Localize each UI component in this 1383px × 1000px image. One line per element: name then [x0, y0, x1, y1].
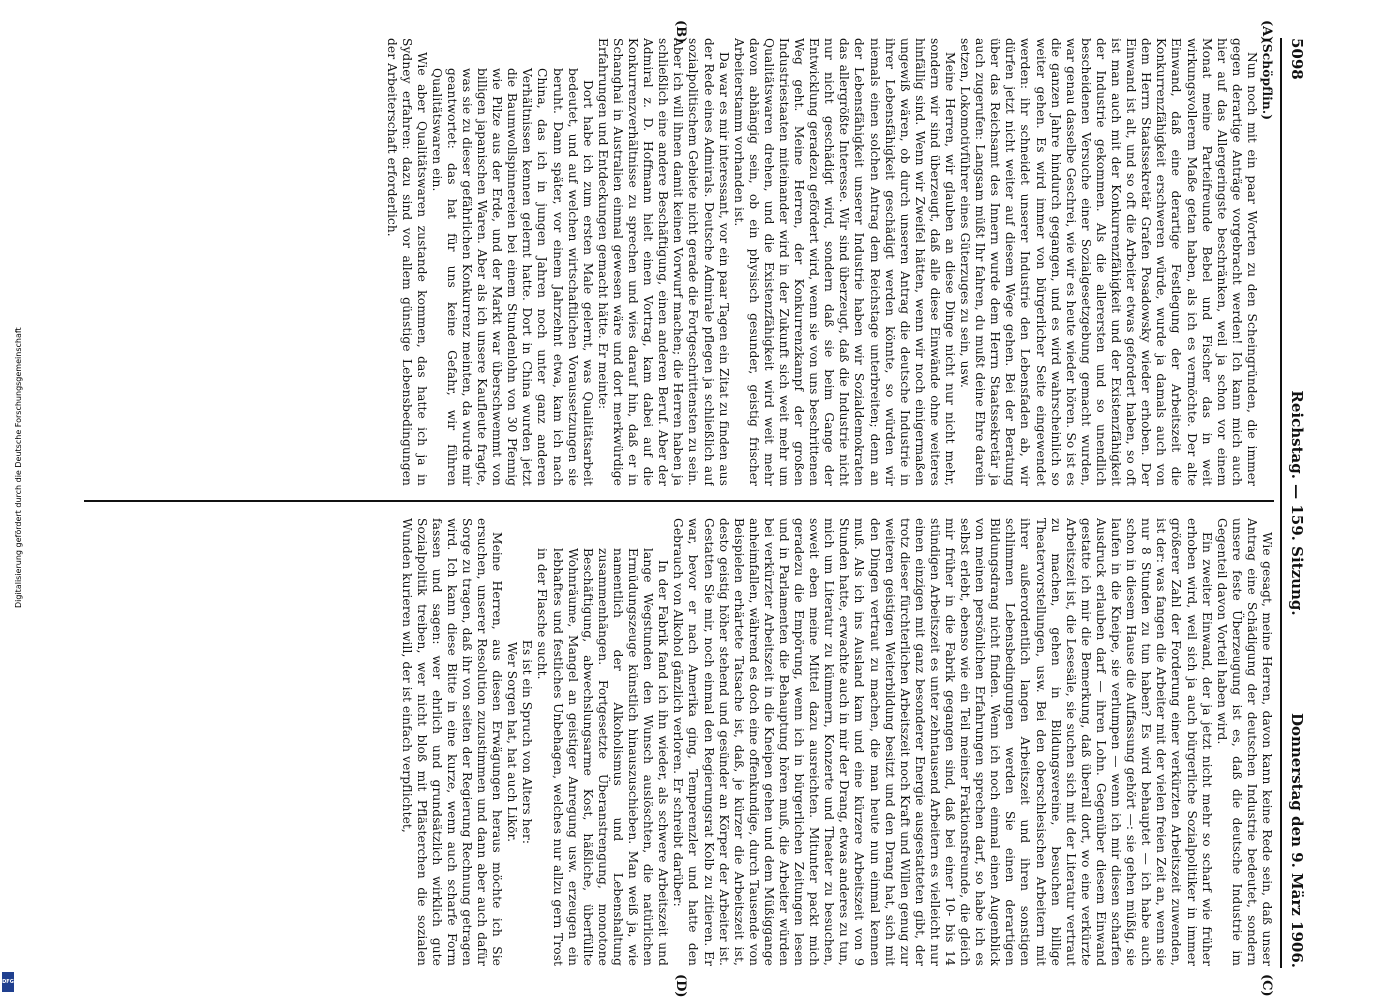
- margin-marker-c: (C): [1259, 974, 1274, 997]
- margin-marker-d: (D): [673, 974, 688, 998]
- rotated-document-page: [68, 20, 1308, 998]
- session-title: Reichstag. — 159. Sitzung.: [1288, 390, 1306, 616]
- left-text-column: [74, 38, 1274, 486]
- paragraph: Da war es mir interessant, vor ein paar Tagen ein Zitat zu finden aus der Rede eines Admirals. Deutsche Admirale pflegen ja schließlich auf sozialpolitischem Gebiete nicht gerade die Fortgeschrittensten zu sein. Aber ich will ihnen damit keinen Vorwurf machen; die Herren haben ja schließlich eine andere Beschäftigung, einen anderen Beruf. Aber der Admiral z. D. Hoffmann hielt einen Vortrag, kam dabei auf die Konkurrenzverhältnisse zu sprechen und wies darauf hin, daß er in Schanghai in Australien einmal gewesen wäre und dort merkwürdige Erfahrungen und Entdeckungen gemacht hätte. Er meinte:: [595, 38, 731, 486]
- quotation: Dort habe ich zum ersten Male gelernt, was Qualitätsarbeit bedeutet, und auf welchen wirtschaftlichen Voraussetzungen sie beruht. Dann später, vor einem Jahrzehnt etwa, kam ich nach China, das ich in jungen Jahren noch unter ganz anderen Verhältnissen kennen gelernt hatte. Dort in China wurden jetzt die Baumwollspinnereien bei einem Stundenlohn von 30 Pfennig wie Pilze aus der Erde, und der Markt war überschwemmt von billigen japanischen Waren. Aber als ich unsere Kaufleute fragte, was sie zu dieser gefährlichen Konkurrenz meinten, da wurde mir geantwortet: das hat für uns keine Gefahr, wir führen Qualitätswaren ein.: [429, 68, 595, 486]
- right-text-column: [74, 518, 1274, 966]
- proverb-line: Es ist ein Spruch von Alters her:: [520, 639, 535, 845]
- paragraph: Meine Herren, wir glauben an diese Dinge nicht nur nicht mehr, sondern wir sind überzeugt, daß alle diese Einwände ohne weiteres hinfällig sind. Wenn wir Zweifel hätten, wenn wir noch einigermaßen ungewiß wären, ob durch unseren Antrag die deutsche Industrie in ihrer Lebensfähigkeit geschädigt werden könnte, so würden wir niemals einen solchen Antrag dem Reichstage unterbreiten; denn an der Lebensfähigkeit unserer Industrie haben wir Sozialdemokraten das allergrößte Interesse. Wir sind überzeugt, daß die Industrie nicht nur nicht geschädigt wird, sondern daß sie beim Gange der Entwicklung geradezu gefördert wird, wenn sie von uns beschrittenen Weg geht. Meine Herren, der Konkurrenzkampf der großen Industriestaaten miteinander wird in der Zukunft sich weit mehr um Qualitätswaren drehen, und die Existenzfähigkeit wird weit mehr davon abhängig sein, ob ein physisch gesunder, geistig frischer Arbeiterstamm vorhanden ist.: [731, 38, 958, 486]
- digitization-sidebar: [0, 0, 23, 1000]
- quotation: In der Fabrik fand ich ihn wieder, als schwere Arbeitszeit und lange Wegstunden den Wunsch auslöschten, die natürlichen Ermüdungszeuge künstlich hinauszuschieben. Man weiß ja, wie namentlich der Alkoholismus und Lebenshaltung zusammenhängen. Fortgesetzte Überanstrengung, monotone Beschäftigung, abwechslungsarme Kost, häßliche, überfüllte Wohnräume, Mangel an geistiger Anregung usw. erzeugen ein lebhaftes und festliches Unbehagen, welches nur allzu gern Trost in der Flasche sucht.: [535, 548, 671, 966]
- session-date: Donnerstag den 9. März 1906.: [1288, 712, 1306, 968]
- paragraph: Ein zweiter Einwand, der ja jetzt nicht mehr so scharf wie früher erhoben wird, weil sich ja auch bürgerliche Sozialpolitiker in immer größerer Zahl der Forderung einer verkürzten Arbeitszeit zuwenden, ist der: was fangen die Arbeiter mit der vielen freien Zeit an, wenn sie nur 8 Stunden zu tun haben? Es wird behauptet — ich habe auch schon in diesem Hause die Auffassung gehört —: sie gehen müßig, sie laufen in die Kneipe, sie verlumpen — wenn ich mir diesen scharfen Ausdruck erlauben darf — ihren Lohn. Gegenüber diesem Einwand gestatte ich mir die Bemerkung, daß überall dort, wo eine verkürzte Arbeitszeit ist, die Lesesäle, sie suchen sich mit der Literatur vertraut zu machen, gehen in Bildungsvereine, besuchen billige Theatervorstellungen, usw. Bei den oberschlesischen Arbeitern mit ihrer außerordentlich langen Arbeitszeit und ihren sonstigen schlimmen Lebensbedingungen werden Sie einen derartigen Bildungsdrang nicht finden. Wenn ich noch einmal einen Augenblick von meinen persönlichen Erfahrungen sprechen darf, so habe ich es selbst erlebt, ebenso wie ein Teil meiner Fraktionsfreunde, die gleich mir früher in die Fabrik gegangen sind, daß bei einer 10- bis 14 stündigen Arbeitszeit es unter zehntausend Arbeitern es vielleicht nur einen einzigen mit ganz besonderer Energie ausgestatteten gibt, der trotz dieser fürchterlichen Arbeitszeit noch Kraft und Willen genug zur weiteren geistigen Weiterbildung besitzt und den Drang hat, sich mit den Dingen vertraut zu machen, die man heute nun einmal kennen muß. Als ich ins Ausland kam und eine kürzere Arbeitszeit von 9 Stunden hatte, erwachte auch in mir der Drang, etwas anderes zu tun, mich um Literatur zu kümmern, Konzerte und Theater zu besuchen, soweit eben meine Mittel dazu ausreichten. Mitunter packt mich geradezu die Empörung, wenn ich in bürgerlichen Zeitungen lesen und in Parlamenten die Behauptung hören muß, die Arbeiter würden bei verkürzter Arbeitszeit in die Kneipen gehen und dem Müßiggange anheimfallen, während es doch eine offenkundige, durch Tausende von Beispielen erhärtete Tatsache ist, daß, je kürzer die Arbeitszeit ist, desto geistig höher stehend und gesünder an Körper der Arbeiter ist. Gestatten Sie mir, noch einmal den Regierungsrat Kolb zu zitieren. Er war, bevor er nach Amerika ging, Temperenzler und hatte den Gebrauch von Alkohol gänzlich verloren. Er schreibt darüber:: [671, 518, 1214, 966]
- proverb-line: Wer Sorgen hat, hat auch Likör.: [505, 641, 520, 843]
- paragraph: Nun noch mit ein paar Worten zu den Scheingründen, die immer gegen derartige Anträge vorgebracht werden! Ich kann mich auch hier auf das Allergeringste beschränken, weil ja schon vor einem Monat meine Parteifreunde Bebel und Fischer das in weit wirkungsvollerem Maße getan haben, als ich es vermöchte. Der alte Einwand, daß eine derartige Festlegung der Arbeitszeit die Konkurrenzfähigkeit erschweren würde, wurde ja damals auch von dem Herrn Staatssekretär Grafen Posadowsky wieder erhoben. Der Einwand ist alt, und so oft die Arbeiter etwas gefordert haben, so oft ist man auch mit der Konkurrenzfähigkeit und der Existenzfähigkeit der Industrie gekommen. Als die allerersten und so unendlich bescheidenen Versuche einer Sozialgesetzgebung gemacht wurden, war genau dasselbe Geschrei, wie wir es heute wieder hören. So ist es die ganzen Jahre hindurch gegangen, und es wird wahrscheinlich so weiter gehen. Es wird immer von bürgerlicher Seite eingewendet werden: ihr schneidet unserer Industrie den Lebensfaden ab, wir dürfen jetzt nicht weiter auf diesem Wege gehen. Bei der Beratung über das Reichsamt des Innern wurde dem Herrn Staatssekretär ja auch zugerufen: Langsam müßt Ihr fahren, du mußt deine Ehre darein setzen, Lokomotivführer eines Güterzuges zu sein, usw.: [958, 38, 1259, 486]
- funding-credit: Digitalisierung gefördert durch die Deutsche Forschungsgemeinschaft: [14, 327, 23, 608]
- paragraph: Wie aber Qualitätswaren zustande kommen, das hatte ich ja in Sydney erfahren: dazu sind vor allem günstige Lebensbedingungen der Arbeiterschaft erforderlich.: [384, 38, 429, 486]
- paragraph: Wie gesagt, meine Herren, davon kann keine Rede sein, daß unser Antrag eine Schädigung der deutschen Industrie bedeutet, sondern unsere feste Überzeugung ist es, daß die deutsche Industrie im Gegenteil davon Vorteil haben wird.: [1214, 518, 1274, 966]
- dfg-logo: DFG: [2, 972, 14, 992]
- page-number: 5098: [1288, 38, 1306, 80]
- column-divider: [84, 500, 1274, 502]
- page-header: [1280, 38, 1308, 968]
- margin-marker-a: (A): [1259, 20, 1274, 43]
- margin-marker-b: (B): [673, 20, 688, 44]
- paragraph: Meine Herren, aus diesen Erwägungen heraus möchte ich Sie ersuchen, unserer Resolution zuzustimmen und dann aber auch dafür Sorge zu tragen, daß ihr von seiten der Regierung Rechnung getragen wird. Ich kann diese Bitte in eine kurze, wenn auch scharfe Form fassen und sagen: wer ehrlich und grundsätzlich wirklich gute Sozialpolitik treiben, wer nicht bloß mit Pflästerchen die sozialen Wunden kurieren will, der ist einfach verpflichtet,: [399, 518, 505, 966]
- speaker-name: (Schöpflin.): [1260, 38, 1274, 121]
